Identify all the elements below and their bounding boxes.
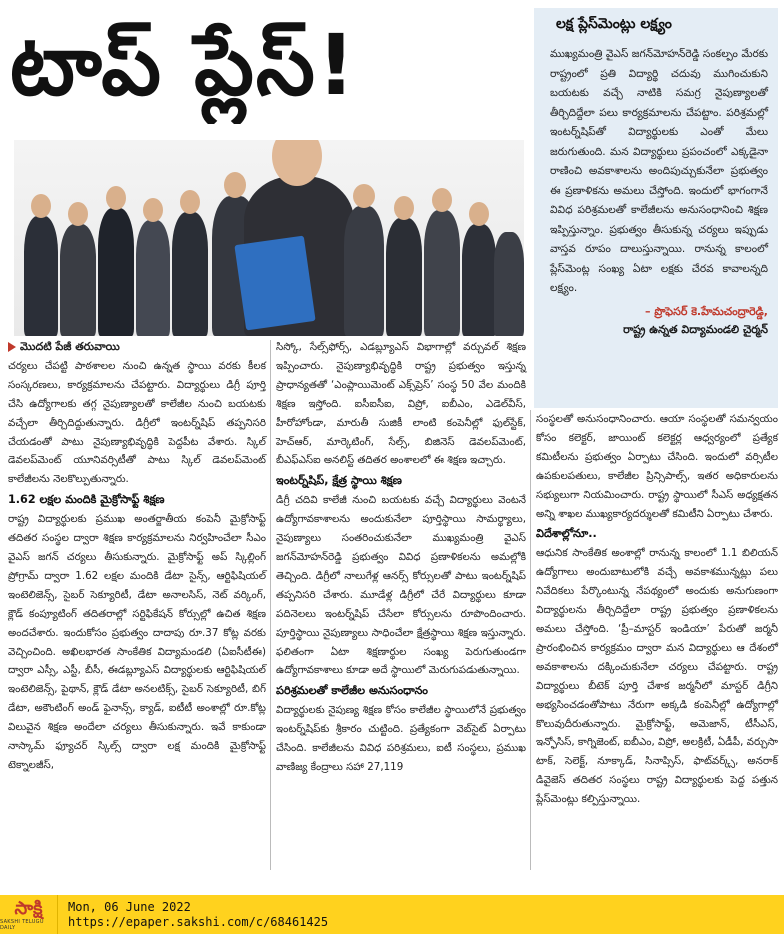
article-column-1	[8, 338, 266, 775]
subheading: 1.62 లక్షల మందికి మైక్రోసాఫ్ట్‌ శిక్షణ	[8, 493, 165, 507]
edition-date: Mon, 06 June 2022	[68, 899, 191, 914]
person-figure	[98, 208, 134, 336]
person-head	[68, 202, 88, 226]
blue-folder	[234, 236, 315, 331]
person-head	[224, 172, 246, 198]
article-column-3	[536, 410, 778, 809]
person-head	[106, 186, 126, 210]
sidebar-title: లక్ష ప్లేస్‌మెంట్లు లక్ష్యం	[556, 16, 672, 32]
column-divider	[270, 340, 271, 870]
person-head	[180, 190, 200, 214]
headline: టాప్‌ ప్లేస్‌!	[10, 16, 358, 114]
person-head	[432, 188, 452, 212]
triangle-icon	[8, 342, 16, 352]
sidebar-body: ముఖ్యమంత్రి వైఎస్‌ జగన్‌మోహన్‌రెడ్డి సంకల్పం మేరకు రాష్ట్రంలో ప్రతి విద్యార్థి చదువు ముగించుకుని బయటకు వచ్చే నాటికి సమగ్ర నైపుణ్యాలతో తీర్చిదిద్దేలా పలు కార్యక్రమాలను చేపట్టాం. పరిశ్రమల్లో ఇంటర్న్‌షిప్‌తో విద్యార్థులకు ఎంతో మేలు జరుగుతుంది. మన విద్యార్థులు ప్రపంచంలో ఎక్కడైనా రాణించి అవకాశాలను అందిపుచ్చుకునేలా ప్రభుత్వం ఈ ప్రణాళికను అమలు చేస్తోంది. ఇందులో భాగంగానే వివిధ పరిశ్రమలతో కాలేజీలను అనుసంధానించి శిక్షణ ఇప్పిస్తున్నాం. ప్రభుత్వం తీసుకున్న చర్యలు ఇప్పుడు వాస్తవ రూపం దాలుస్తున్నాయి. రానున్న కాలంలో ప్లేస్‌మెంట్ల సంఖ్య ఏటా లక్షకు చేరవ కావాలన్నది లక్ష్యం.	[550, 48, 768, 294]
subheading: పరిశ్రమలతో కాలేజీల అనుసంధానం	[276, 684, 428, 698]
signature-name: – ప్రొఫెసర్‌ కె.హేమచంద్రారెడ్డి,	[645, 304, 768, 318]
person-head	[469, 202, 489, 226]
sidebar-quote-box	[534, 8, 778, 408]
paragraph: డిగ్రీ చదివి కాలేజీ నుంచి బయటకు వచ్చే విద్యార్థులు వెంటనే ఉద్యోగావకాశాలను అందుకునేలా పూర్తిస్థాయి సామర్థ్యాలు, నైపుణ్యాలు సంతరించుకునేలా ముఖ్యమంత్రి వైఎస్‌ జగన్‌మోహన్‌రెడ్డి ప్రభుత్వం వివిధ ప్రణాళికలను అమల్లోకి తెచ్చింది. డిగ్రీలో నాలుగేళ్ల ఆనర్స్‌ కోర్సులతో పాటు ఇంటర్న్‌షిప్‌ తప్పనిసరి చేశారు. మూడేళ్ల డిగ్రీలో చేరే విద్యార్థులు కూడా పదినెలలు ఇంటర్న్‌షిప్‌ చేసేలా కోర్సులను రూపొందించారు. పూర్తిస్థాయి నైపుణ్యాలు సాధించేలా క్షేత్రస్థాయి శిక్షణ ఇస్తున్నారు. ఫలితంగా ఏటా శిక్షణార్థుల సంఖ్య పెరుగుతుండగా ఉద్యోగావకాశాలు కూడా అదే స్థాయిలో మెరుగుపడుతున్నాయి.	[276, 494, 526, 677]
person-figure	[424, 210, 460, 336]
paragraph: ఆధునిక సాంకేతిక అంశాల్లో రానున్న కాలంలో 1.1 బిలియన్‌ ఉద్యోగాలు అందుబాటులోకి వచ్చే అవకాశమున్నట్లు పలు నివేదికలు పేర్కొంటున్న నేపథ్యంలో అందుకు అనుగుణంగా విద్యార్థులను తీర్చిదిద్దేలా రాష్ట్ర ప్రభుత్వం ప్రణాళికలను అమలు చేస్తోంది. ‘ప్రీ–మాస్టర్‌ ఇండియా’ పేరుతో జర్మనీ ప్రారంభించిన కార్యక్రమం ద్వారా మన విద్యార్థులు ఆ దేశంలో అవకాశాలను దక్కించుకునేలా చర్యలు చేపట్టారు. రాష్ట్ర విద్యార్థులు బీటెక్‌ పూర్తి చేశాక జర్మనీలో మాస్టర్‌ డిగ్రీని అభ్యసించడంతోపాటు నేరుగా అక్కడి కంపెనీల్లో ఉద్యోగాల్లో కొలువుదీరుతున్నారు. మైక్రోసాఫ్ట్‌, అమెజాన్‌, టీసీఎస్‌, ఇన్ఫోసిస్‌, కాగ్నిజెంట్‌, ఐబీఎం, విప్రో, అలక్రిటీ, ఏడీపీ, వర్చుసా టాక్‌, సెలెక్ట్‌, నూక్కాడ్‌, సినాప్సిస్‌, ఫాట్‌వర్క్స్‌, అనరాక్‌ డివైజెస్‌ తదితర సంస్థలు రాష్ట్ర విద్యార్థులకు పెద్ద పత్తున ప్లేస్‌మెంట్లు కల్పిస్తున్నాయి.	[536, 547, 778, 806]
paragraph: చర్యలు చేపట్టి పాఠశాలల నుంచి ఉన్నత స్థాయి వరకు కీలక సంస్కరణలు, కార్యక్రమాలను చేపట్టారు. విద్యార్థులు డిగ్రీ పూర్తి చేసి ఉద్యోగాలకు తగ్గ నైపుణ్యాలతో కాలేజీల నుంచి బయటకు వచ్చేలా తీర్చిదిద్దుతున్నారు. డిగ్రీలో ఇంటర్న్‌షిప్‌ తప్పనిసరి చేయడంతో పాటు నైపుణ్యాభివృద్ధికి పెద్దపీట వేశారు. స్కిల్‌ డెవలప్‌మెంట్‌ యూనివర్సిటీతో పాటు స్కిల్‌ డెవలప్‌మెంట్‌ కాలేజీలను నెలకొల్పుతున్నారు.	[8, 359, 266, 486]
person-head	[143, 198, 163, 222]
paragraph: రాష్ట్ర విద్యార్థులకు ప్రముఖ అంతర్జాతీయ కంపెనీ మైక్రోసాఫ్ట్‌ తదితర సంస్థల ద్వారా శిక్షణ కార్యక్రమాలను నిర్వహించేలా సీఎం వైఎస్‌ జగన్‌ చర్యలు తీసుకున్నారు. మైక్రోసాఫ్ట్‌ అప్‌ స్కిల్లింగ్‌ ప్రోగ్రామ్‌ ద్వారా 1.62 లక్షల మందికి డేటా సైన్స్‌, ఆర్టిఫిషియల్‌ ఇంటెలిజెన్స్‌, సైబర్‌ సెక్యూరిటీ, డేటా అనాలసిస్‌, నెట్‌ వర్కింగ్‌, క్లౌడ్‌ కంప్యూటింగ్‌ తదితరాల్లో సర్టిఫికేషన్‌ కోర్సుల్లో ఉచిత శిక్షణ అందచేశారు. ఇందుకోసం ప్రభుత్వం దాదాపు రూ.37 కోట్ల వరకు వెచ్చించింది. అఖిలభారత సాంకేతిక విద్యామండలి (ఏఐసీటీఈ) ద్వారా ఎస్సీ, ఎస్టీ, బీసీ, ఈడబ్ల్యూఎస్‌ విద్యార్థులకు ఆర్టిఫిషియల్‌ ఇంటెలిజెన్స్‌, పైథాన్‌, క్లౌడ్‌ డేటా అనలటిక్స్‌, సైబర్‌ సెక్యూరిటీ, బిగ్‌ డేటా, అకౌంటింగ్‌ అండ్‌ ఫైనాన్స్‌, క్యాడ్‌, ఐటీటీ అంశాల్లో రూ.కోట్ల విలువైన శిక్షణ అందేలా చర్యలు తీసుకున్నారు. ఇవే కాకుండా నాస్కామ్‌ ఫ్యూచర్‌ స్కిల్స్‌ ద్వారా లక్ష మందికి మైక్రోసాఫ్ట్‌ టెక్నాలజీస్‌,	[8, 513, 266, 771]
photo-business-team	[14, 140, 524, 336]
person-figure	[60, 224, 96, 336]
continued-from-label: మొదటి పేజీ తరువాయి	[8, 338, 266, 357]
person-figure	[24, 216, 58, 336]
person-figure	[386, 218, 422, 336]
paragraph: విద్యార్థులకు నైపుణ్య శిక్షణ కోసం కాలేజీల స్థాయిలోనే ప్రభుత్వం ఇంటర్న్‌షిప్‌కు శ్రీకారం చుట్టింది. ప్రత్యేకంగా వెబ్‌సైట్‌ ఏర్పాటు చేసింది. కాలేజీలను వివిధ పరిశ్రమలు, ఐటీ సంస్థలు, ప్రముఖ వాణిజ్య కేంద్రాలు సహా 27,119	[276, 704, 526, 773]
column-divider	[530, 410, 531, 870]
person-figure	[462, 224, 496, 336]
person-figure	[494, 232, 524, 336]
person-figure	[172, 212, 208, 336]
footer-info	[68, 900, 328, 930]
person-figure	[136, 220, 170, 336]
epaper-url[interactable]: https://epaper.sakshi.com/c/68461425	[68, 914, 329, 929]
article-column-2	[276, 338, 526, 777]
subheading: ఇంటర్న్‌షిప్‌, క్షేత్ర స్థాయి శిక్షణ	[276, 474, 402, 488]
paragraph: సంస్థలతో అనుసంధానించారు. ఆయా సంస్థలతో సమన్వయం కోసం కలెక్టర్‌, జాయింట్‌ కలెక్టర్ల ఆధ్వర్యంలో ప్రత్యేక కమిటీలను ప్రభుత్వం ఏర్పాటు చేసింది. ఇందులో వర్సిటీల ఉపకులపతులు, కాలేజీల ప్రిన్సిపాల్స్‌, ఇతర అధికారులను సభ్యులుగా నియమించారు. రాష్ట్ర స్థాయిలో సీఎస్‌ అధ్యక్షతన అన్ని శాఖల ముఖ్యకార్యదర్శులతో కమిటీని ఏర్పాటు చేశారు.	[536, 413, 778, 520]
sidebar-signature	[550, 303, 768, 339]
footer-bar	[0, 895, 784, 934]
person-figure	[344, 206, 384, 336]
sakshi-logo: సాక్షి SAKSHI TELUGU DAILY	[0, 895, 58, 934]
person-head	[31, 194, 51, 218]
subheading: విదేశాల్లోనూ..	[536, 527, 597, 541]
person-head	[353, 184, 375, 208]
signature-title: రాష్ట్ర ఉన్నత విద్యామండలి చైర్మన్‌	[623, 322, 768, 336]
person-head	[394, 196, 414, 220]
paragraph: సిస్కో, సేల్స్‌ఫోర్స్‌, ఎడబ్ల్యూఎస్‌ విభాగాల్లో వర్చువల్‌ శిక్షణ ఇప్పించారు. నైపుణ్యాభివృద్ధికి రాష్ట్ర ప్రభుత్వం ఇస్తున్న ప్రాధాన్యతతో ‘ఎంప్లాయిమెంట్‌ ఎక్స్‌ప్రెస్‌’ సంస్థ 50 వేల మందికి శిక్షణ ఇస్తోంది. ఐసీఐసీఐ, విప్రో, ఐబీఎం, ఎడెల్‌వీస్‌, హీరోహోండా, మారుతీ సుజికీ లాంటి కంపెనీల్లో ఫుల్‌స్టేక్‌, హెచ్‌ఆర్‌, మార్కెటింగ్‌, సేల్స్‌, బిజినెస్‌ డెవలప్‌మెంట్‌, బీఎఫ్‌ఎస్‌ఐ అనలిస్ట్‌ తదితర అంశాలలో ఈ శిక్షణ ఇచ్చారు.	[276, 341, 526, 467]
